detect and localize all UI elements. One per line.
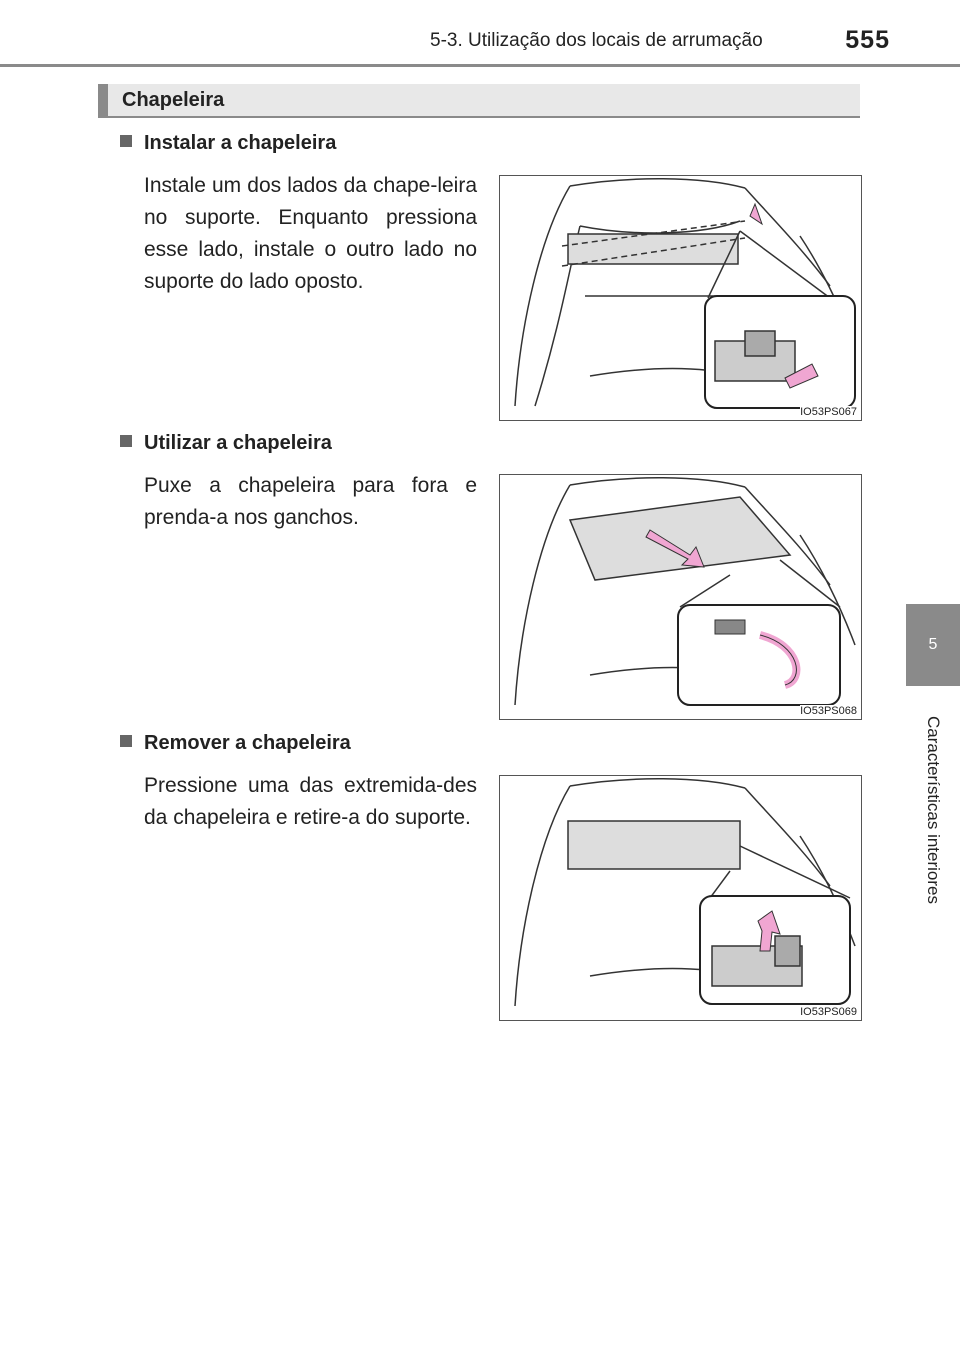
section-title-bar xyxy=(98,84,860,118)
section-title: Chapeleira xyxy=(122,89,225,111)
square-bullet-icon xyxy=(120,135,132,147)
subheading-install: Instalar a chapeleira xyxy=(120,132,336,155)
chapter-label xyxy=(906,690,960,930)
chapter-number: 5 xyxy=(928,636,938,653)
header-title: 5-3. Utilização dos locais de arrumação xyxy=(430,30,763,51)
trunk-illustration-use xyxy=(500,475,862,720)
square-bullet-icon xyxy=(120,735,132,747)
chapter-label-text: Características interiores xyxy=(924,715,944,905)
install-instructions: Instale um dos lados da chape-leira no suporte. Enquanto pressiona esse lado, instale o outro lado no suporte do lado oposto. xyxy=(144,174,477,293)
use-instructions: Puxe a chapeleira para fora e prenda-a nos ganchos. xyxy=(144,474,477,529)
figure-code: IO53PS068 xyxy=(800,705,857,717)
figure-code: IO53PS067 xyxy=(800,406,857,418)
header-rule xyxy=(0,64,960,67)
trunk-illustration-remove xyxy=(500,776,862,1021)
remove-instructions: Pressione uma das extremida-des da chapeleira e retire-a do suporte. xyxy=(144,774,477,829)
figure-use xyxy=(499,474,862,720)
figure-code: IO53PS069 xyxy=(800,1006,857,1018)
square-bullet-icon xyxy=(120,435,132,447)
figure-remove xyxy=(499,775,862,1021)
chapter-tab[interactable] xyxy=(906,604,960,686)
subheading-use: Utilizar a chapeleira xyxy=(120,432,332,455)
page-number: 555 xyxy=(845,26,890,54)
trunk-illustration-install xyxy=(500,176,862,421)
subheading-remove: Remover a chapeleira xyxy=(120,732,351,755)
figure-install xyxy=(499,175,862,421)
